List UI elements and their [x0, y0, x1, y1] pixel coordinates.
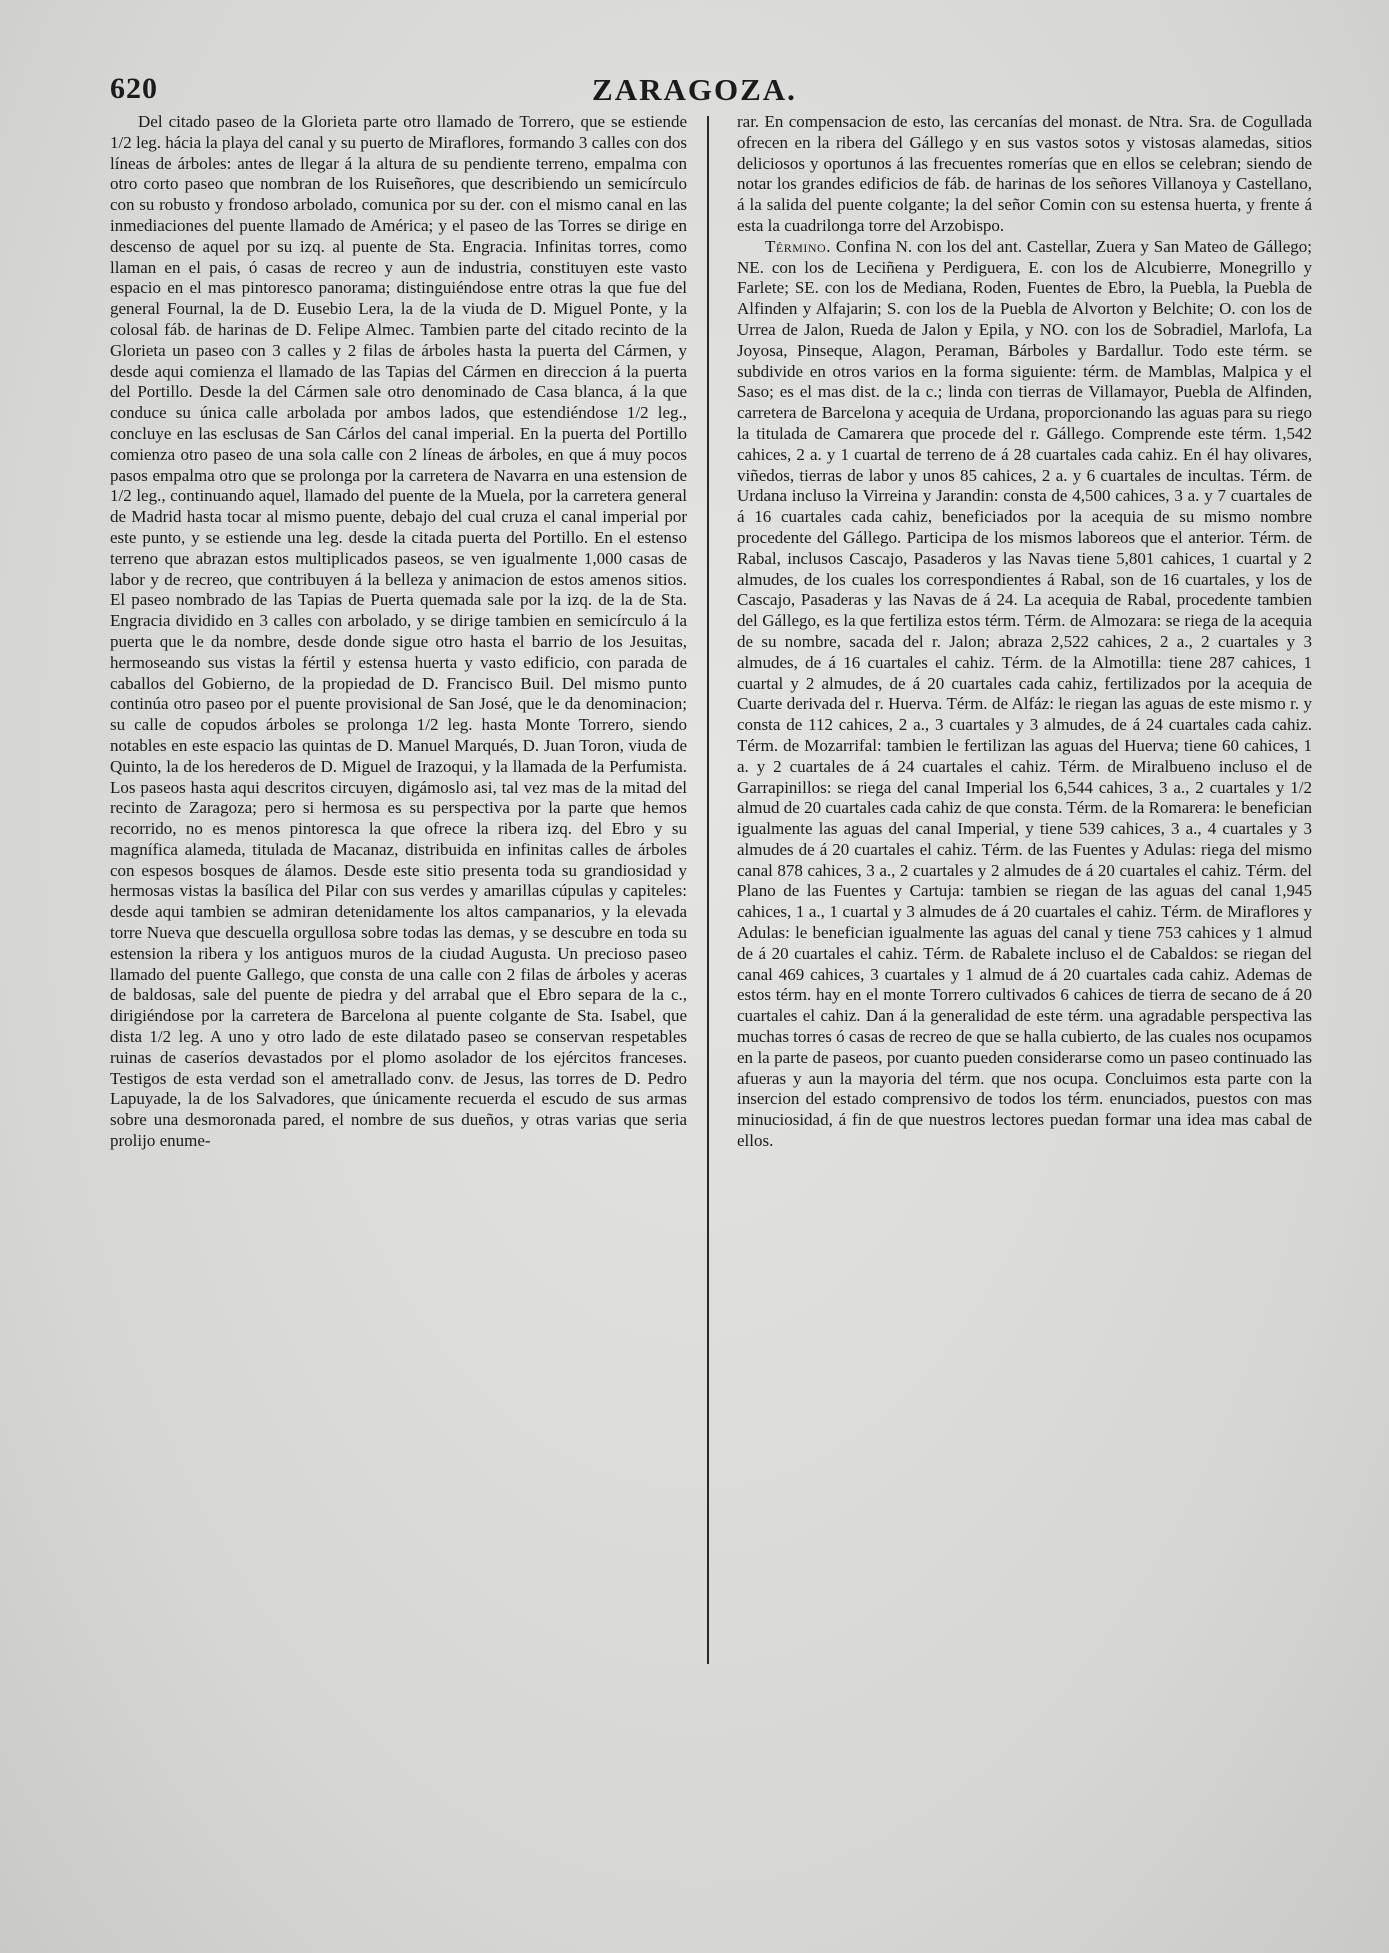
running-head: ZARAGOZA. [592, 72, 797, 107]
left-column [110, 112, 687, 1152]
termino-heading: Término. [765, 236, 831, 256]
termino-paragraph [737, 237, 1312, 1152]
column-rule [707, 116, 709, 1664]
termino-text: Confina N. con los del ant. Castellar, Zuera y San Mateo de Gállego; NE. con los de Leciñena y Perdiguera, E. con los de Alcubierre, Monegrillo y Farlete; SE. con los de Mediana, Roden, Fuentes de Ebro, la Puebla, la Puebla de Alfinden y Alfajarin; S. con los de la Puebla de Alvorton y Belchite; O. con los de Urrea de Jalon, Rueda de Jalon y Epila, y NO. con los de Sobradiel, Marlofa, La Joyosa, Pinseque, Alagon, Peraman, Bárboles y Bardallur. Todo este térm. se subdivide en otros varios en la forma siguiente: térm. de Mamblas, Malpica y el Saso; es el mas dist. de la c.; linda con tierras de Villamayor, Puebla de Alfinden, carretera de Barcelona y acequia de Urdana, proporcionando las aguas para su riego la titulada de Camarera que procede del r. Gállego. Comprende este térm. 1,542 cahices, 2 a. y 1 cuartal de terreno de á 28 cuartales cada cahiz. En él hay olivares, viñedos, tierras de labor y unos 85 cahices, 2 a. y 6 cuartales de incultas. Térm. de Urdana incluso la Virreina y Jarandin: consta de 4,500 cahices, 3 a. y 7 cuartales de á 16 cuartales cada cahiz, beneficiados por la acequia de su mismo nombre procedente del Gállego. Participa de los mismos laboreos que el anterior. Térm. de Rabal, inclusos Cascajo, Pasaderos y las Navas tiene 5,801 cahices, 1 cuartal y 2 almudes, de los cuales los correspondientes á Rabal, son de 16 cuartales, y los de Cascajo, Pasaderas y las Navas de á 24. La acequia de Rabal, procedente tambien del Gállego, es la que fertiliza estos térm. Térm. de Almozara: se riega de la acequia de su nombre, sacada del r. Jalon; abraza 2,522 cahices, 2 a., 2 cuartales y 3 almudes, de á 16 cuartales el cahiz. Térm. de la Almotilla: tiene 287 cahices, 1 cuartal y 2 almudes, de á 20 cuartales cada cahiz, fertilizados por la acequia de Cuarte derivada del r. Huerva. Térm. de Alfáz: le riegan las aguas de este mismo r. y consta de 112 cahices, 2 a., 3 cuartales y 3 almudes, de á 24 cuartales cada cahiz. Térm. de Mozarrifal: tambien le fertilizan las aguas del Huerva; tiene 60 cahices, 1 a. y 2 cuartales de á 24 cuartales el cahiz. Térm. de Miralbueno incluso el de Garrapinillos: se riega del canal Imperial los 6,544 cahices, 3 a., 2 cuartales y 1/2 almud de 20 cuartales cada cahiz de que consta. Térm. de la Romarera: le benefician igualmente las aguas del canal Imperial, y tiene 539 cahices, 3 a., 4 cuartales y 3 almudes de á 20 cuartales el cahiz. Térm. de las Fuentes y Adulas: riega del mismo canal 878 cahices, 3 a., 2 cuartales y 2 almudes de á 20 cuartales el cahiz. Térm. del Plano de las Fuentes y Cartuja: tambien se riegan de las aguas del canal 1,945 cahices, 1 a., 1 cuartal y 3 almudes de á 20 cuartales el cahiz. Térm. de Miraflores y Adulas: le benefician igualmente las aguas del canal y tiene 753 cahices y 1 almud de á 20 cuartales el cahiz. Térm. de Rabalete incluso el de Cabaldos: se riegan del canal 469 cahices, 3 cuartales y 1 almud de á 20 cuartales cada cahiz. Ademas de estos térm. hay en el monte Torrero cultivados 6 cahices de tierra de secano de á 20 cuartales el cahiz. Dan á la generalidad de este térm. una agradable perspectiva las muchas torres ó casas de recreo de que se halla cubierto, de las cuales nos ocupamos en la parte de paseos, por cuanto pueden considerarse como un paseo continuado las afueras y aun la mayoria del térm. que nos ocupa. Concluimos esta parte con la insercion del estado comprensivo de todos los térm. enunciados, puestos con mas minuciosidad, á fin de que nuestros lectores puedan formar una idea mas cabal de ellos. [737, 236, 1313, 1151]
page-number: 620 [110, 72, 158, 105]
right-column-continuation: rar. En compensacion de esto, las cercanías del monast. de Ntra. Sra. de Cogullada ofrecen en la ribera del Gállego y en sus vastos sotos y vistosas alamedas, sitios deliciosos y oportunos á las frecuentes romerías que en ellos se celebran; siendo de notar los grandes edificios de fáb. de harinas de los señores Villanoya y Castellano, á la salida del puente colgante; la del señor Comin con su estensa huerta, y frente á esta la cuadrilonga torre del Arzobispo. [737, 112, 1312, 235]
page-header [110, 72, 1279, 112]
right-column [737, 112, 1312, 1152]
left-column-paragraph: Del citado paseo de la Glorieta parte otro llamado de Torrero, que se estiende 1/2 leg. hácia la playa del canal y su puerto de Miraflores, formando 3 calles con dos líneas de árboles: antes de llegar á la altura de su pendiente terreno, empalma con otro corto paseo que nombran de los Ruiseñores, que describiendo un semicírculo con su robusto y frondoso arbolado, comunica por su der. con el mismo canal en las inmediaciones del puente llamado de América; y el paseo de las Torres se dirige en descenso de aquel por su izq. al puente de Sta. Engracia. Infinitas torres, como llaman en el pais, ó casas de recreo y aun de industria, constituyen este vasto espacio en el mas pintoresco panorama; distinguiéndose entre otras la que fue del general Fournal, la de D. Eusebio Lera, la de la viuda de D. Miguel Ponte, y la colosal fáb. de harinas de D. Felipe Almec. Tambien parte del citado recinto de la Glorieta un paseo con 3 calles y 2 filas de árboles hasta la puerta del Cármen, y desde aqui comienza el llamado de las Tapias del Cármen en direccion á la puerta del Portillo. Desde la del Cármen sale otro denominado de Casa blanca, á la que conduce su única calle arbolada por ambos lados, que estendiéndose 1/2 leg., concluye en las esclusas de San Cárlos del canal imperial. En la puerta del Portillo comienza otro paseo de una sola calle con 2 líneas de árboles, en que á muy pocos pasos empalma otro que se prolonga por la carretera de Navarra en una estension de 1/2 leg., continuando aquel, llamado del puente de la Muela, por la carretera general de Madrid hasta tocar al mismo puente, debajo del cual cruza el canal imperial por este punto, y se estiende una leg. desde la citada puerta del Portillo. En el estenso terreno que abrazan estos multiplicados paseos, se ven igualmente 1,000 casas de labor y de recreo, que contribuyen á la belleza y animacion de estos amenos sitios. El paseo nombrado de las Tapias de Puerta quemada sale por la izq. de la de Sta. Engracia dividido en 3 calles con arbolado, y se dirige tambien en semicírculo á la puerta que le da nombre, desde donde sigue otro hasta el barrio de los Jesuitas, hermoseando sus vistas la fértil y estensa huerta y vasto edificio, con parada de caballos del Gobierno, de la propiedad de D. Francisco Buil. Del mismo punto continúa otro paseo por el puente provisional de San José, que le da denominacion; su calle de copudos árboles se prolonga 1/2 leg. hasta Monte Torrero, siendo notables en este espacio las quintas de D. Manuel Marqués, D. Juan Toron, viuda de Quinto, la de los herederos de D. Miguel de Irazoqui, y la llamada de la Perfumista. Los paseos hasta aqui descritos circuyen, digámoslo asi, tal vez mas de la mitad del recinto de Zaragoza; pero si hermosa es su perspectiva por la parte que hemos recorrido, no es menos pintoresca la que ofrece la ribera izq. del Ebro y su magnífica alameda, titulada de Macanaz, distribuida en infinitas calles de árboles con espesos bosques de álamos. Desde este sitio presenta toda su grandiosidad y hermosas vistas la basílica del Pilar con sus verdes y amarillas cúpulas y capiteles: desde aqui tambien se admiran detenidamente los altos campanarios, y la elevada torre Nueva que descuella orgullosa sobre todas las demas, y se descubre en toda su estension la ribera y los antiguos muros de la ciudad Augusta. Un precioso paseo llamado del puente Gallego, que consta de una calle con 2 filas de árboles y aceras de baldosas, sale del puente de piedra y del arrabal que el Ebro separa de la c., dirigiéndose por la carretera de Barcelona al puente colgante de Sta. Isabel, que dista 1/2 leg. A uno y otro lado de este dilatado paseo se conservan respetables ruinas de caseríos devastados por el plomo asolador de los ejércitos franceses. Testigos de esta verdad son el ametrallado conv. de Jesus, las torres de D. Pedro Lapuyade, la de los Salvadores, que únicamente recuerda el escudo de sus armas sobre una desmoronada pared, el nombre de sus dueños, y otras varias que seria prolijo enume- [110, 112, 687, 1151]
